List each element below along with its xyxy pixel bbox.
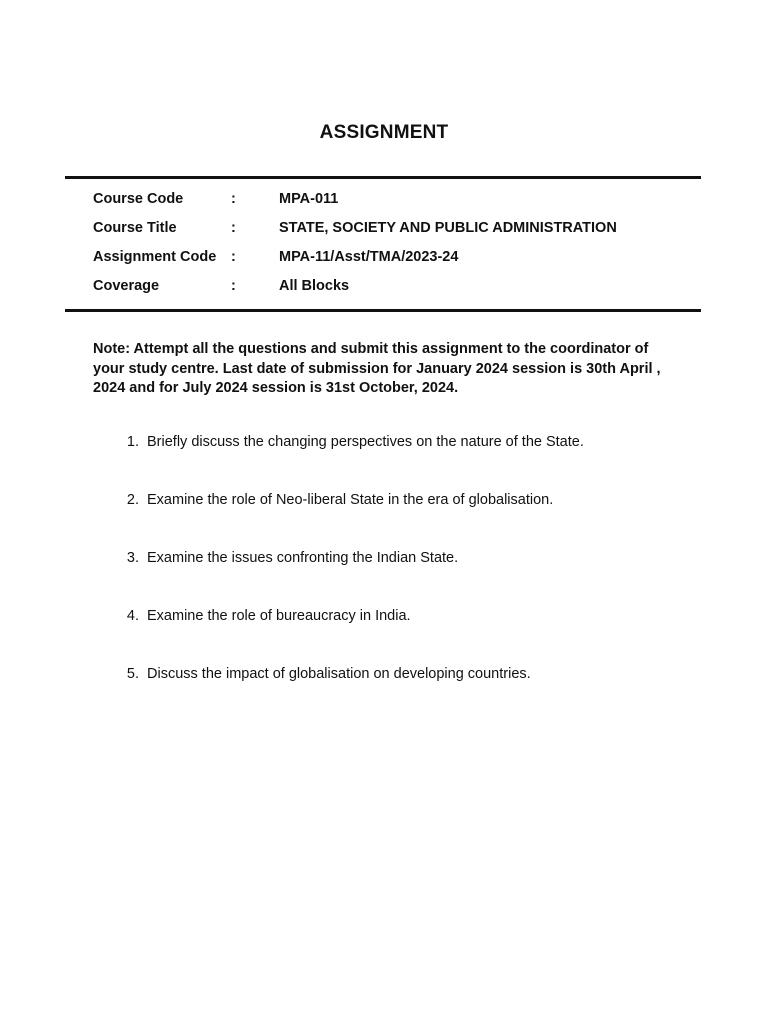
assignment-code-label: Assignment Code [93, 248, 217, 265]
course-title-value: STATE, SOCIETY AND PUBLIC ADMINISTRATION [279, 219, 617, 236]
course-title-label: Course Title [93, 219, 177, 236]
coverage-label: Coverage [93, 277, 160, 294]
bottom-divider [65, 309, 701, 312]
question-item [93, 434, 693, 492]
top-divider [65, 176, 701, 179]
separator-colon: : [231, 277, 236, 294]
question-item [93, 666, 693, 724]
assignment-code-value: MPA-11/Asst/TMA/2023-24 [279, 248, 459, 265]
question-list [93, 434, 693, 724]
question-text: Briefly discuss the changing perspectives on the nature of the State. [147, 434, 584, 450]
coverage-row [93, 271, 693, 300]
question-item [93, 608, 693, 666]
separator-colon: : [231, 190, 236, 207]
separator-colon: : [231, 248, 236, 265]
question-number: 5. [126, 666, 139, 682]
question-text: Examine the role of bureaucracy in India. [147, 608, 411, 624]
question-item [93, 492, 693, 550]
page-title: ASSIGNMENT [319, 122, 449, 143]
coverage-value: All Blocks [279, 277, 350, 294]
separator-colon: : [231, 219, 236, 236]
course-code-value: MPA-011 [279, 190, 339, 207]
assignment-code-row [93, 242, 693, 271]
submission-note: Note: Attempt all the questions and submit this assignment to the coordinator of your study centre. Last date of submission for January 2024 session is 30th April , 2024 and for July 2024 session is 31st October, 2024. [93, 341, 661, 396]
question-text: Discuss the impact of globalisation on developing countries. [147, 666, 531, 682]
course-details [93, 184, 693, 300]
course-code-label: Course Code [93, 190, 184, 207]
question-number: 4. [126, 608, 139, 624]
question-number: 1. [126, 434, 139, 450]
question-item [93, 550, 693, 608]
course-code-row [93, 184, 693, 213]
question-text: Examine the issues confronting the Indian State. [147, 550, 459, 566]
question-text: Examine the role of Neo-liberal State in the era of globalisation. [147, 492, 554, 508]
question-number: 3. [126, 550, 139, 566]
course-title-row [93, 213, 693, 242]
question-number: 2. [126, 492, 139, 508]
